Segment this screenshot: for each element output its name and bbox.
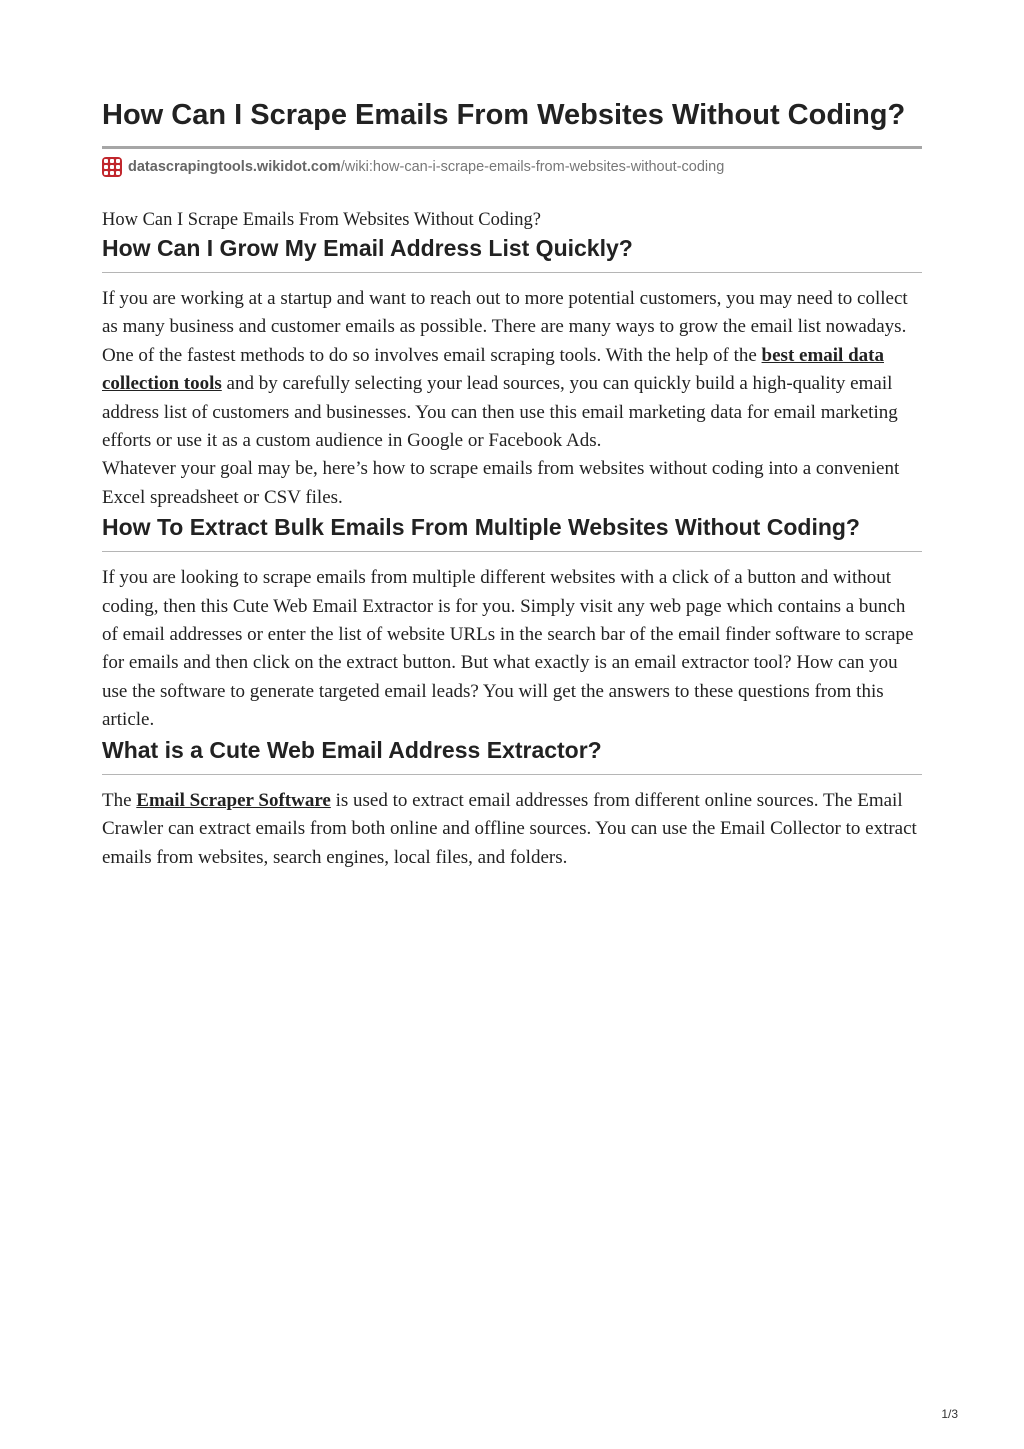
page-title: How Can I Scrape Emails From Websites Without Coding? bbox=[102, 96, 922, 149]
best-email-data-collection-tools-link[interactable]: best email data collection tools bbox=[102, 344, 884, 395]
wikidot-favicon-icon bbox=[102, 157, 122, 177]
section-heading-cute-web-extractor: What is a Cute Web Email Address Extractor? bbox=[102, 735, 922, 775]
source-line bbox=[102, 157, 922, 177]
email-scraper-software-link[interactable]: Email Scraper Software bbox=[136, 789, 331, 811]
article bbox=[102, 96, 922, 872]
article-subtitle: How Can I Scrape Emails From Websites Without Coding? bbox=[102, 210, 541, 230]
section-heading-bulk-emails: How To Extract Bulk Emails From Multiple Websites Without Coding? bbox=[102, 512, 922, 552]
paragraph-text: is used to extract email addresses from different online sources. The Email Crawler can extract emails from both online and offline sources. You can use the Email Collector to extract emails from websites, search engines, local files, and folders. bbox=[102, 789, 917, 868]
section-paragraph-cute-web-extractor bbox=[102, 787, 922, 872]
source-domain: datascrapingtools.wikidot.com bbox=[128, 159, 341, 175]
section-paragraph-grow-list bbox=[102, 285, 922, 512]
section-paragraph-bulk-emails: If you are looking to scrape emails from multiple different websites with a click of a button and without coding, then this Cute Web Email Extractor is for you. Simply visit any web page which contains a bunch of email addresses or enter the list of website URLs in the search bar of the email finder software to scrape for emails and then click on the extract button. But what exactly is an email extractor tool? How can you use the software to generate targeted email leads? You will get the answers to these questions from this article. bbox=[102, 567, 914, 731]
page-number: 1/3 bbox=[941, 1407, 958, 1421]
paragraph-text: and by carefully selecting your lead sources, you can quickly build a high-quality email address list of customers and businesses. You can then use this email marketing data for email marketing efforts or use it as a custom audience in Google or Facebook Ads. bbox=[102, 373, 898, 452]
paragraph-text: If you are working at a startup and want to reach out to more potential customers, you may need to collect as many business and customer emails as possible. There are many ways to grow the email list nowadays. One of the fastest methods to do so involves email scraping tools. With the help of the bbox=[102, 288, 908, 366]
paragraph-text: The bbox=[102, 789, 137, 811]
paragraph-text: Whatever your goal may be, here’s how to scrape emails from websites without coding into a convenient Excel spreadsheet or CSV files. bbox=[102, 458, 900, 508]
source-link[interactable] bbox=[128, 159, 724, 175]
source-path: /wiki:how-can-i-scrape-emails-from-websites-without-coding bbox=[340, 159, 725, 175]
section-heading-grow-list: How Can I Grow My Email Address List Quickly? bbox=[102, 233, 922, 273]
